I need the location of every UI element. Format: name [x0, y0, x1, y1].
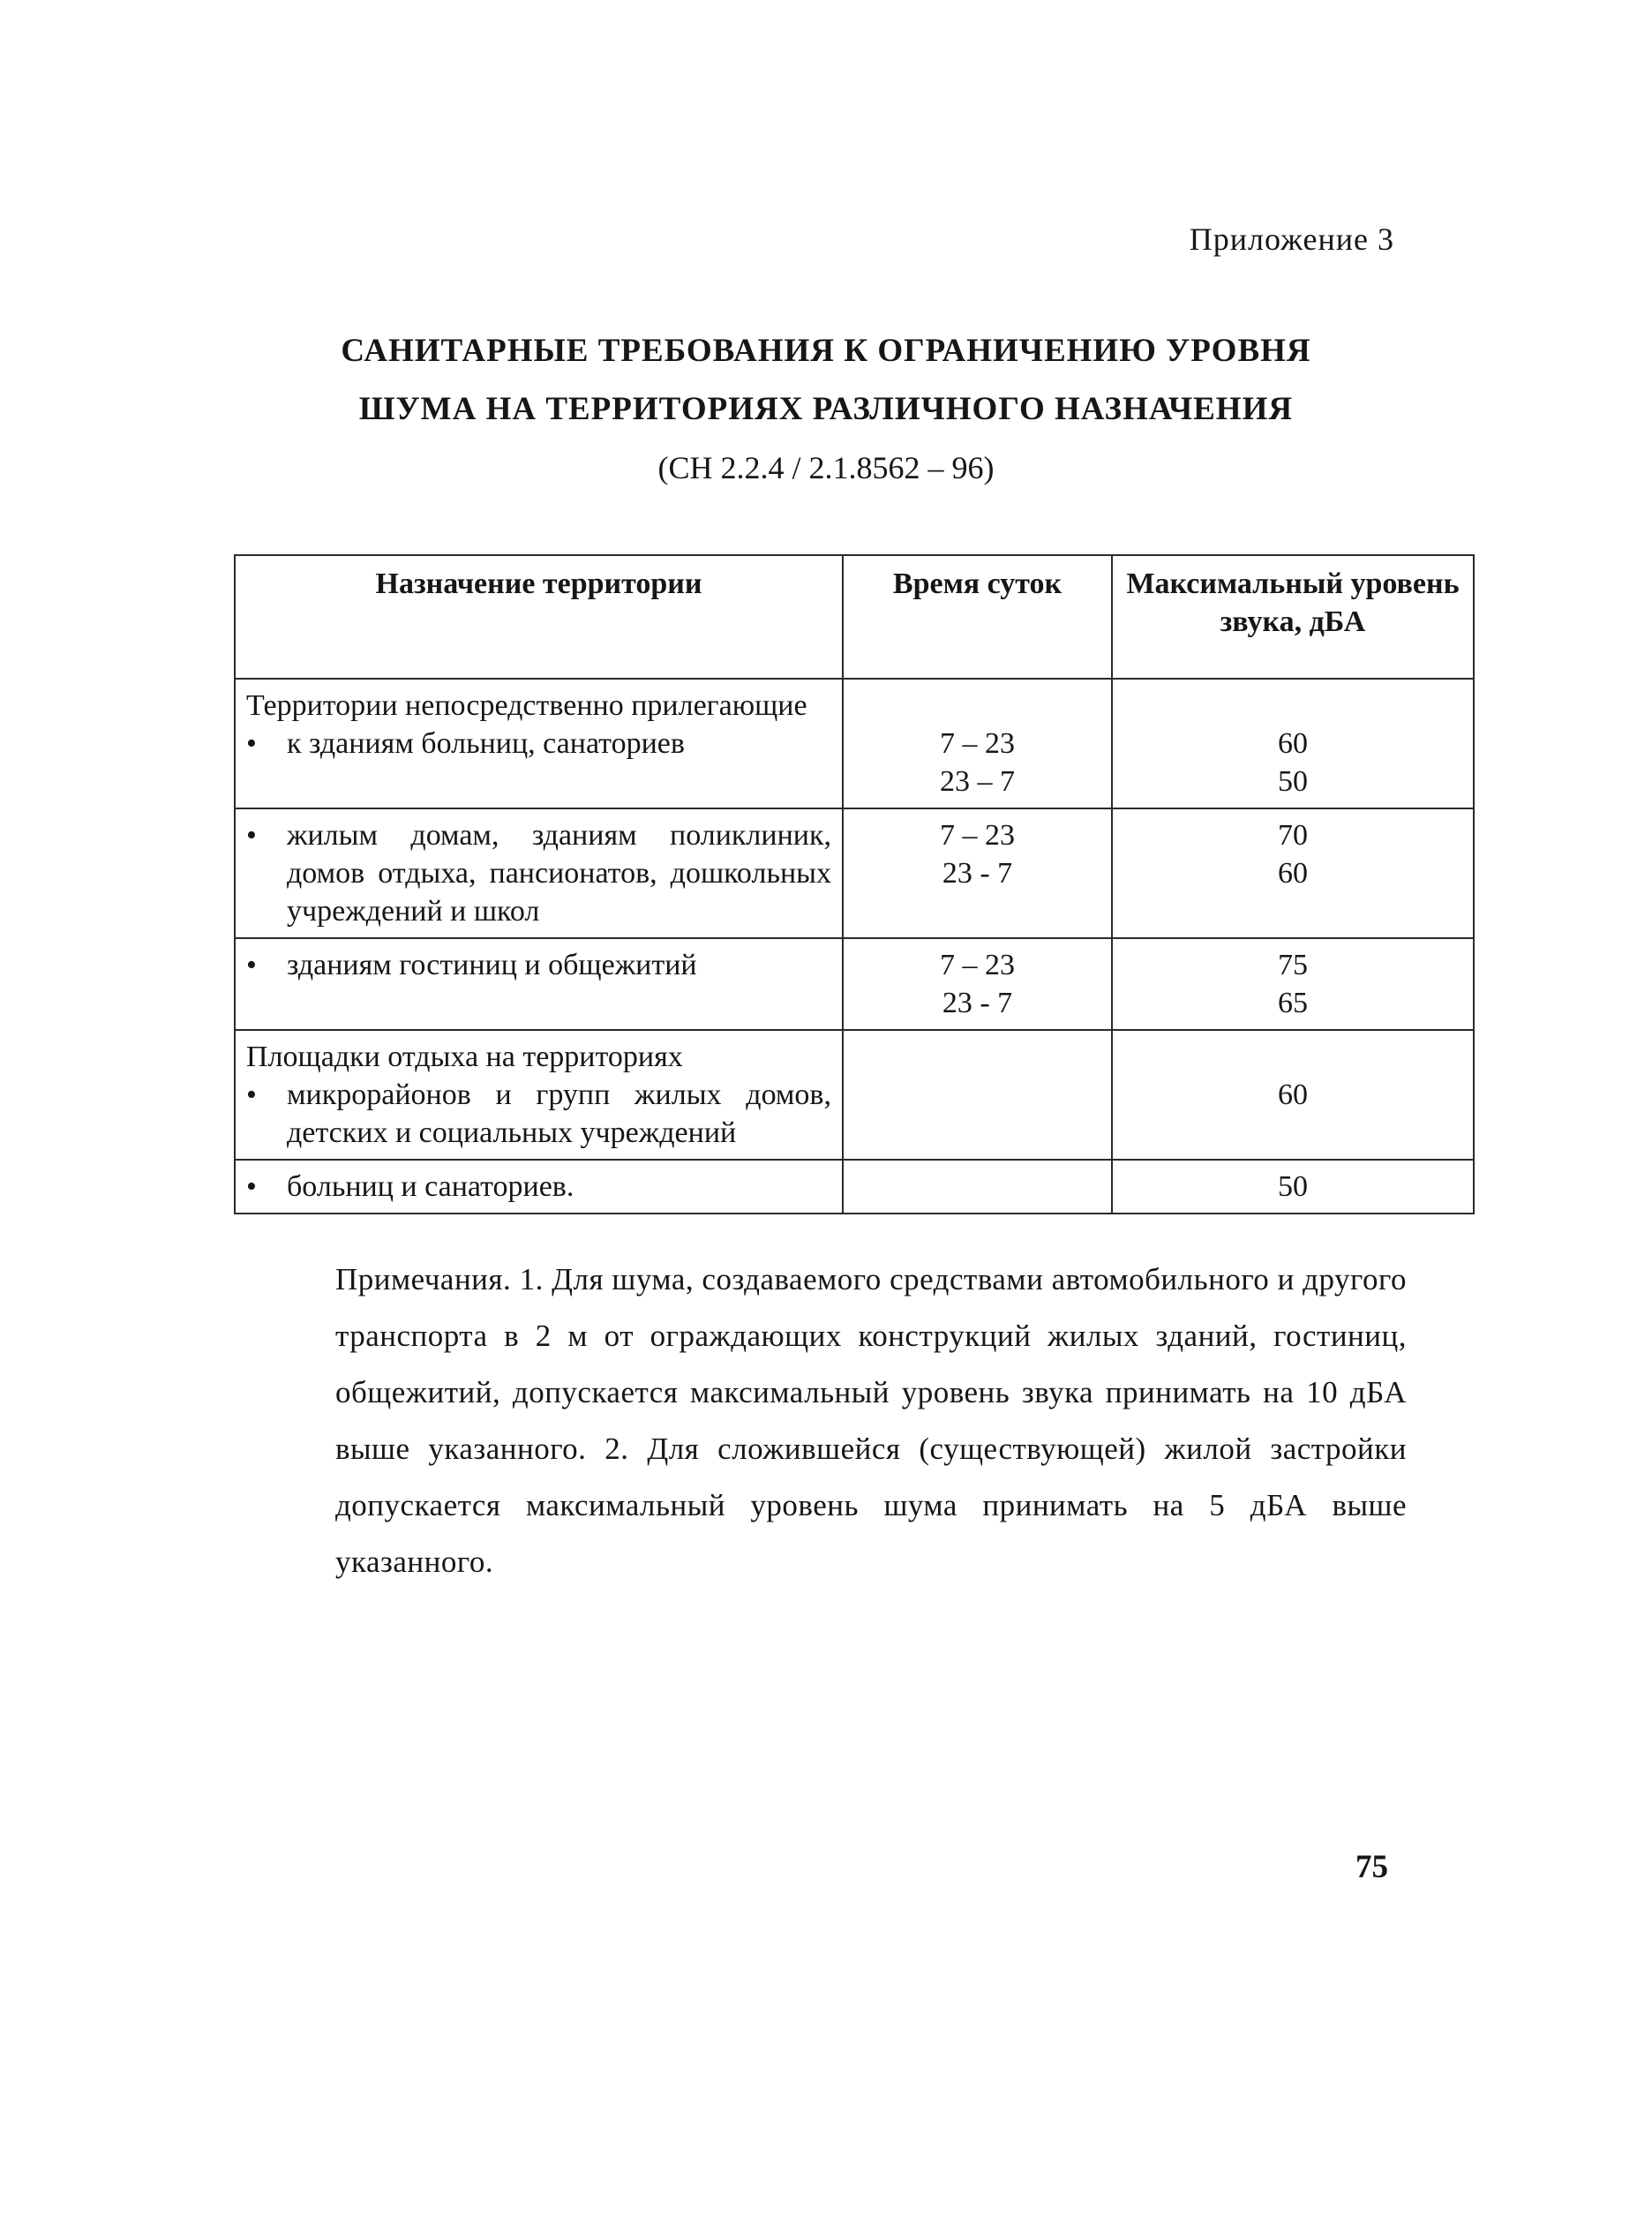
row4-purpose-cell	[235, 1030, 843, 1160]
table-row	[235, 938, 1474, 1030]
row5-time-cell	[843, 1160, 1112, 1214]
bullet-icon: •	[246, 1170, 257, 1203]
row4-item-text: микрорайонов и групп жилых домов, детских и социальных учреждений	[287, 1078, 831, 1149]
row2-time-day: 7 – 23	[940, 819, 1015, 852]
row1-level-day: 60	[1278, 727, 1308, 760]
page-number: 75	[1355, 1849, 1388, 1885]
row3-level-cell	[1112, 938, 1474, 1030]
row5-level-cell	[1112, 1160, 1474, 1214]
notes-paragraph: Примечания. 1. Для шума, создаваемого средствами автомобильного и другого транспорта в 2 м от ограждающих конструкций жилых зданий, гостиниц, общежитий, допускается максимальный уровень звука принимать на 10 дБА выше указанного. 2. Для сложившейся (существующей) жилой застройки допускается максимальный уровень шума принимать на 5 дБА выше указанного.	[335, 1262, 1407, 1579]
title-line-2: ШУМА НА ТЕРРИТОРИЯХ РАЗЛИЧНОГО НАЗНАЧЕНИЯ	[358, 391, 1294, 427]
row5-bullet-item	[246, 1168, 831, 1206]
header-purpose: Назначение территории	[235, 555, 843, 679]
header-level: Максимальный уровень звука, дБА	[1112, 555, 1474, 679]
row3-purpose-cell	[235, 938, 843, 1030]
row3-time-cell	[843, 938, 1112, 1030]
row5-item-text: больниц и санаториев.	[287, 1170, 574, 1203]
row1-time-night: 23 – 7	[940, 765, 1015, 798]
table-row	[235, 808, 1474, 938]
title-standard-ref: (СН 2.2.4 / 2.1.8562 – 96)	[657, 450, 995, 485]
row4-level-cell	[1112, 1030, 1474, 1160]
row2-level-cell	[1112, 808, 1474, 938]
row5-purpose-cell	[235, 1160, 843, 1214]
row3-item-text: зданиям гостиниц и общежитий	[287, 949, 697, 981]
row2-level-day: 70	[1278, 819, 1308, 852]
row2-purpose-cell	[235, 808, 843, 938]
row2-bullet-item	[246, 816, 831, 930]
bullet-icon: •	[246, 727, 257, 760]
row3-time-day: 7 – 23	[940, 949, 1015, 981]
row4-bullet-item	[246, 1076, 831, 1152]
bullet-icon: •	[246, 1078, 257, 1111]
noise-limits-table	[234, 554, 1475, 1214]
row4-intro: Площадки отдыха на территориях	[246, 1041, 683, 1073]
row1-time-cell	[843, 679, 1112, 808]
row2-time-night: 23 - 7	[942, 857, 1013, 890]
bullet-icon: •	[246, 949, 257, 981]
title-line-1: САНИТАРНЫЕ ТРЕБОВАНИЯ К ОГРАНИЧЕНИЮ УРОВНЯ	[341, 333, 1311, 369]
row1-bullet-item	[246, 725, 831, 763]
appendix-label: Приложение 3	[1189, 222, 1394, 257]
table-row	[235, 1160, 1474, 1214]
row3-level-night: 65	[1278, 987, 1308, 1019]
row1-level-cell	[1112, 679, 1474, 808]
row4-level: 60	[1278, 1078, 1308, 1111]
row1-time-day: 7 – 23	[940, 727, 1015, 760]
row2-item-text: жилым домам, зданиям поликлиник, домов отдыха, пансионатов, дошкольных учреждений и школ	[287, 819, 831, 928]
row2-time-cell	[843, 808, 1112, 938]
table-row	[235, 1030, 1474, 1160]
row5-level: 50	[1278, 1170, 1308, 1203]
row1-level-night: 50	[1278, 765, 1308, 798]
row3-level-day: 75	[1278, 949, 1308, 981]
table-header-row	[235, 555, 1474, 679]
row3-time-night: 23 - 7	[942, 987, 1013, 1019]
row1-item-text: к зданиям больниц, санаториев	[287, 727, 685, 760]
table-row	[235, 679, 1474, 808]
bullet-icon: •	[246, 819, 257, 852]
row2-level-night: 60	[1278, 857, 1308, 890]
row3-bullet-item	[246, 946, 831, 984]
document-title	[265, 322, 1387, 497]
row1-intro: Территории непосредственно прилегающие	[246, 689, 807, 722]
row4-time-cell	[843, 1030, 1112, 1160]
header-time: Время суток	[843, 555, 1112, 679]
row1-purpose-cell	[235, 679, 843, 808]
